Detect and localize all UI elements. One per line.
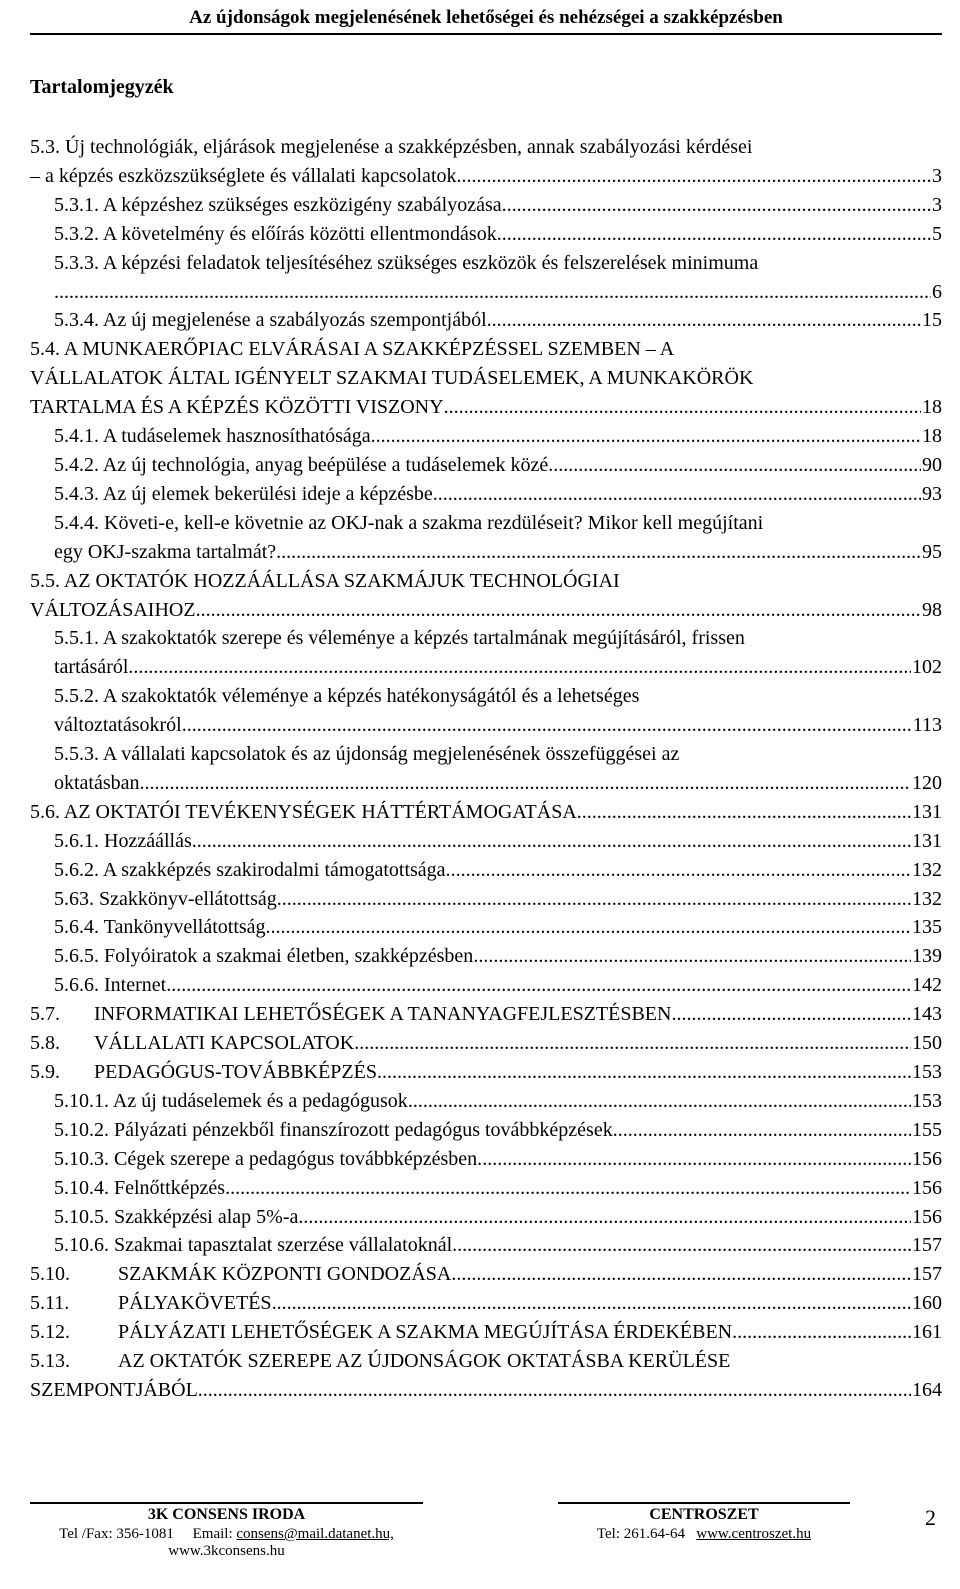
toc-entry-title: PEDAGÓGUS-TOVÁBBKÉPZÉS — [94, 1061, 377, 1083]
toc-entry-title-continuation: – a képzés eszközszükséglete és vállalati kapcsolatok — [30, 164, 457, 187]
toc-entry-page: 153 — [912, 1061, 942, 1083]
toc-entry-title: 5.4.3. Az új elemek bekerülési ideje a képzésbe — [54, 482, 433, 505]
dot-leader — [502, 191, 931, 220]
toc-entry-page: 157 — [912, 1234, 942, 1257]
toc-entry-page: 102 — [912, 656, 942, 679]
footer-website-link[interactable]: www.centroszet.hu — [696, 1526, 812, 1542]
toc-entry-number: 5.10. — [30, 1263, 70, 1286]
toc-entry-title: 5.3.3. A képzési feladatok teljesítéséhez szükséges eszközök és felszerelések minimuma — [54, 251, 759, 274]
toc-entry-5-3-3[interactable] — [30, 249, 942, 307]
toc-entry-title: 5.5.2. A szakoktatók véleménye a képzés hatékonyságától és a lehetséges — [54, 685, 640, 708]
toc-entry-title: 5.4.4. Követi-e, kell-e követnie az OKJ-nak a szakma rezdüléseit? Mikor kell megújítani — [54, 511, 764, 534]
toc-entry-page: 157 — [912, 1263, 942, 1286]
toc-entry-title: 5.3.2. A követelmény és előírás közötti ellentmondások — [54, 222, 497, 245]
toc-entry-page: 153 — [912, 1089, 942, 1112]
page-number: 2 — [925, 1505, 936, 1530]
dot-leader — [266, 913, 911, 942]
dot-leader — [487, 306, 921, 335]
toc-entry-page: 160 — [912, 1292, 942, 1315]
toc-entry-title: 5.6.6. Internet — [54, 974, 167, 997]
toc-entry-title: 5.4.1. A tudáselemek hasznosíthatósága — [54, 425, 371, 448]
dot-leader — [577, 798, 911, 827]
dot-leader — [196, 596, 921, 625]
toc-entry-5-3[interactable] — [30, 133, 942, 191]
toc-entry-5-4-2[interactable] — [30, 451, 942, 480]
running-header — [30, 5, 942, 35]
toc-entry-5-6-3[interactable] — [30, 885, 942, 914]
toc-entry-title-continuation: oktatásban — [54, 771, 140, 794]
toc-entry-title: 5.10.2. Pályázati pénzekből finanszírozott pedagógus továbbképzések. — [54, 1118, 618, 1141]
footer-email-label: Email: — [192, 1526, 233, 1542]
dot-leader — [272, 1289, 911, 1318]
toc-entry-5-6-1[interactable] — [30, 827, 942, 856]
toc-entry-page: 5 — [932, 222, 942, 245]
footer-left-block — [30, 1502, 423, 1560]
toc-entry-number: 5.9. — [30, 1061, 60, 1083]
toc-entry-title: 5.5.3. A vállalati kapcsolatok és az újdonság megjelenésének összefüggései az — [54, 743, 680, 766]
toc-entry-title: 5.10.1. Az új tudáselemek és a pedagógusok — [54, 1089, 408, 1112]
toc-entry-page: 3 — [932, 164, 942, 187]
dot-leader — [444, 393, 921, 422]
footer-org-name: CENTROSZET — [649, 1506, 759, 1523]
toc-entry-title: SZAKMÁK KÖZPONTI GONDOZÁSA — [118, 1263, 452, 1286]
toc-entry-page: 139 — [912, 945, 942, 968]
toc-entry-title-continuation: egy OKJ-szakma tartalmát? — [54, 540, 277, 563]
toc-entry-page: 150 — [912, 1032, 942, 1055]
toc-entry-page: 143 — [912, 1003, 942, 1026]
toc-entry-5-3-1[interactable] — [30, 191, 942, 220]
toc-entry-page: 113 — [912, 714, 942, 737]
toc-entry-5-9[interactable] — [30, 1058, 942, 1087]
toc-entry-page: 132 — [912, 887, 942, 910]
toc-entry-page: 18 — [922, 396, 942, 419]
toc-entry-5-3-4[interactable] — [30, 306, 942, 335]
toc-entry-title-continuation: változtatásokról — [54, 714, 182, 737]
toc-entry-number: 5.13. — [30, 1350, 70, 1373]
dot-leader — [128, 653, 911, 682]
footer-phone: Tel /Fax: 356-1081 — [59, 1526, 174, 1542]
dot-leader — [182, 711, 912, 740]
dot-leader — [473, 942, 911, 971]
toc-entry-5-5[interactable] — [30, 567, 942, 625]
toc-entry-page: 93 — [922, 482, 942, 505]
dot-leader — [354, 1029, 911, 1058]
toc-entry-title: VÁLLALATI KAPCSOLATOK — [94, 1032, 355, 1055]
toc-entry-title: 5.5. AZ OKTATÓK HOZZÁÁLLÁSA SZAKMÁJUK TECHNOLÓGIAI — [30, 569, 620, 592]
dot-leader — [277, 885, 911, 914]
toc-entry-5-12[interactable] — [30, 1318, 942, 1347]
dot-leader — [446, 856, 911, 885]
toc-entry-5-5-2[interactable] — [30, 682, 942, 740]
toc-entry-page: 18 — [922, 425, 942, 448]
dot-leader — [457, 162, 932, 191]
toc-entry-title-continuation: VÁLLALATOK ÁLTAL IGÉNYELT SZAKMAI TUDÁSELEMEK, A MUNKAKÖRÖK — [30, 367, 754, 390]
toc-entry-page: 15 — [922, 309, 942, 332]
dot-leader — [408, 1087, 911, 1116]
toc-entry-5-4-1[interactable] — [30, 422, 942, 451]
toc-entry-5-5-1[interactable] — [30, 624, 942, 682]
dot-leader — [198, 1376, 911, 1405]
toc-entry-page: 135 — [912, 916, 942, 939]
toc-entry-title: 5.6. AZ OKTATÓI TEVÉKENYSÉGEK HÁTTÉRTÁMOGATÁSA — [30, 800, 577, 823]
toc-entry-5-6-4[interactable] — [30, 913, 942, 942]
toc-entry-5-10[interactable] — [30, 1260, 942, 1289]
toc-entry-title: 5.5.1. A szakoktatók szerepe és véleménye a képzés tartalmának megújításáról, frissen — [54, 627, 745, 650]
toc-entry-title: 5.10.5. Szakképzési alap 5%-a — [54, 1205, 299, 1228]
footer-contact-line — [30, 1526, 423, 1543]
toc-entry-page: 156 — [912, 1205, 942, 1228]
footer-right-block — [558, 1502, 850, 1543]
footer-contact-line — [558, 1526, 850, 1543]
toc-entry-title: 5.10.3. Cégek szerepe a pedagógus továbbképzésben. — [54, 1147, 483, 1170]
toc-entry-title-continuation: VÁLTOZÁSAIHOZ — [30, 598, 196, 621]
footer-email-link[interactable]: consens@mail.datanet.hu, — [236, 1526, 394, 1542]
dot-leader — [225, 1174, 911, 1203]
dot-leader — [497, 220, 931, 249]
dot-leader — [433, 480, 921, 509]
toc-entry-5-5-3[interactable] — [30, 740, 942, 798]
dot-leader — [166, 971, 911, 1000]
toc-entry-title: 5.6.5. Folyóiratok a szakmai életben, szakképzésben — [54, 945, 474, 968]
toc-entry-title: 5.3.1. A képzéshez szükséges eszközigény szabályozása — [54, 193, 502, 216]
toc-entry-title: 5.4. A MUNKAERŐPIAC ELVÁRÁSAI A SZAKKÉPZÉSSEL SZEMBEN – A — [30, 338, 675, 361]
toc-entry-title: 5.6.4. Tankönyvellátottság — [54, 916, 266, 939]
dot-leader — [371, 422, 921, 451]
toc-entry-page: 156 — [912, 1147, 942, 1170]
toc-entry-5-6-6[interactable] — [30, 971, 942, 1000]
toc-entry-page: 142 — [912, 974, 942, 997]
toc-entry-5-4-4[interactable] — [30, 509, 942, 567]
toc-entry-title-continuation: tartásáról — [54, 656, 129, 679]
toc-entry-page: 161 — [912, 1321, 942, 1344]
table-of-contents — [30, 133, 942, 1405]
toc-entry-page: 6 — [932, 280, 942, 303]
toc-entry-title: AZ OKTATÓK SZEREPE AZ ÚJDONSÁGOK OKTATÁSBA KERÜLÉSE — [118, 1350, 731, 1373]
toc-entry-5-8[interactable] — [30, 1029, 942, 1058]
toc-entry-title: 5.4.2. Az új technológia, anyag beépülése a tudáselemek közé — [54, 453, 549, 476]
footer-phone: Tel: 261.64-64 — [596, 1526, 686, 1542]
toc-entry-number: 5.11. — [30, 1292, 70, 1315]
dot-leader — [548, 451, 921, 480]
dot-leader — [732, 1318, 911, 1347]
dot-leader — [482, 1145, 911, 1174]
dot-leader — [618, 1116, 911, 1145]
toc-entry-title: 5.10.6. Szakmai tapasztalat szerzése vállalatoknál — [54, 1234, 453, 1257]
toc-entry-title: 5.10.4. Felnőttképzés — [54, 1176, 226, 1199]
footer-org-name: 3K CONSENS IRODA — [147, 1506, 306, 1523]
toc-entry-5-10-2[interactable] — [30, 1116, 942, 1145]
toc-entry-page: 90 — [922, 453, 942, 476]
toc-entry-title: PÁLYAKÖVETÉS — [118, 1292, 272, 1315]
dot-leader — [377, 1058, 911, 1087]
dot-leader — [298, 1203, 911, 1232]
toc-entry-page: 98 — [922, 598, 942, 621]
dot-leader — [54, 278, 931, 307]
dot-leader — [276, 538, 921, 567]
toc-entry-number: 5.7. — [30, 1003, 60, 1026]
running-header-title: Az újdonságok megjelenésének lehetőségei és nehézségei a szakképzésben — [189, 7, 783, 28]
toc-entry-5-3-2[interactable] — [30, 220, 942, 249]
toc-entry-5-13[interactable] — [30, 1347, 942, 1405]
dot-leader — [451, 1260, 911, 1289]
toc-entry-number: 5.8. — [30, 1032, 60, 1055]
toc-entry-page: 131 — [912, 800, 942, 823]
toc-entry-page: 131 — [912, 829, 942, 852]
toc-entry-title: PÁLYÁZATI LEHETŐSÉGEK A SZAKMA MEGÚJÍTÁSA ÉRDEKÉBEN — [118, 1321, 733, 1344]
toc-entry-5-10-4[interactable] — [30, 1174, 942, 1203]
dot-leader — [192, 827, 911, 856]
toc-entry-page: 164 — [912, 1378, 942, 1401]
toc-entry-title: 5.6.1. Hozzáállás — [54, 829, 192, 852]
toc-entry-page: 155 — [912, 1118, 942, 1141]
toc-entry-5-10-1[interactable] — [30, 1087, 942, 1116]
toc-heading: Tartalomjegyzék — [30, 76, 174, 98]
toc-entry-title: 5.6.2. A szakképzés szakirodalmi támogatottsága — [54, 858, 446, 881]
toc-entry-title-continuation: TARTALMA ÉS A KÉPZÉS KÖZÖTTI VISZONY — [30, 396, 444, 419]
toc-entry-5-4[interactable] — [30, 335, 942, 422]
toc-entry-page: 3 — [932, 193, 942, 216]
dot-leader — [452, 1231, 911, 1260]
dot-leader — [140, 769, 911, 798]
toc-entry-page: 120 — [912, 771, 942, 794]
toc-entry-5-10-6[interactable] — [30, 1231, 942, 1260]
toc-entry-title: INFORMATIKAI LEHETŐSÉGEK A TANANYAGFEJLESZTÉSBEN — [94, 1003, 672, 1026]
toc-entry-5-6[interactable] — [30, 798, 942, 827]
dot-leader — [671, 1000, 911, 1029]
toc-entry-5-10-5[interactable] — [30, 1203, 942, 1232]
toc-entry-5-6-2[interactable] — [30, 856, 942, 885]
toc-entry-title: 5.3.4. Az új megjelenése a szabályozás szempontjából — [54, 309, 487, 332]
toc-entry-5-10-3[interactable] — [30, 1145, 942, 1174]
toc-entry-number: 5.12. — [30, 1321, 70, 1344]
toc-entry-title-continuation: SZEMPONTJÁBÓL — [30, 1378, 198, 1401]
toc-entry-5-4-3[interactable] — [30, 480, 942, 509]
toc-entry-5-6-5[interactable] — [30, 942, 942, 971]
toc-entry-5-11[interactable] — [30, 1289, 942, 1318]
toc-entry-title: 5.3. Új technológiák, eljárások megjelenése a szakképzésben, annak szabályozási kérdései — [30, 136, 753, 158]
toc-entry-title: 5.63. Szakkönyv-ellátottság — [54, 887, 277, 910]
footer-website[interactable]: www.3kconsens.hu — [168, 1543, 285, 1559]
toc-entry-page: 132 — [912, 858, 942, 881]
toc-entry-page: 156 — [912, 1176, 942, 1199]
toc-entry-5-7[interactable] — [30, 1000, 942, 1029]
toc-entry-page: 95 — [922, 540, 942, 563]
